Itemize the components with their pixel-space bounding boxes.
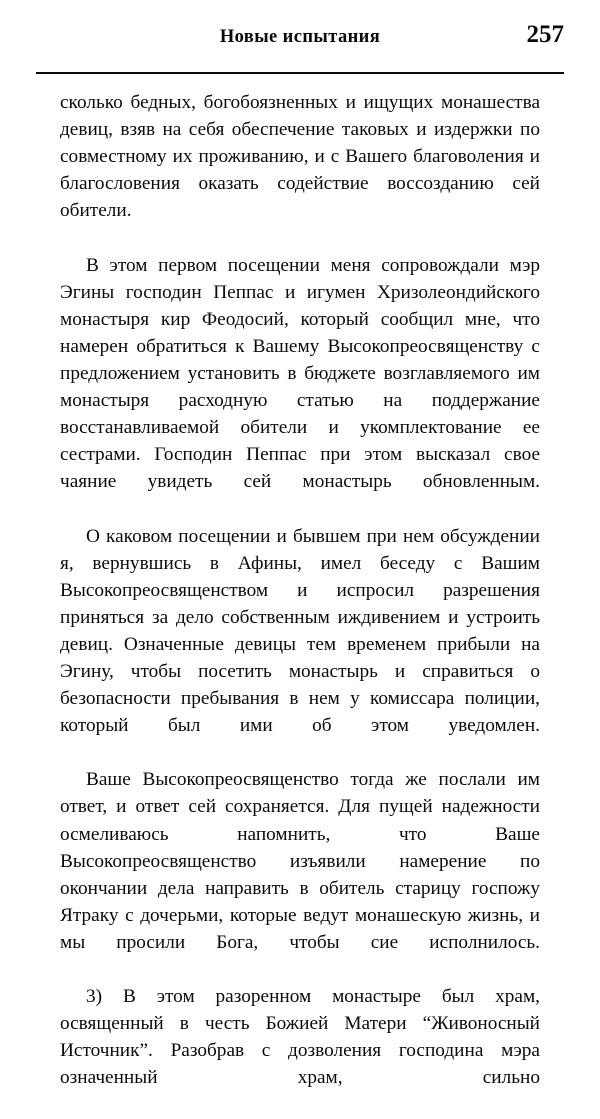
paragraph: В этом первом посещении меня сопровождали мэр Эгины господин Пеппас и игумен Хризолеондийского монастыря кир Феодосий, который сообщил мне, что намерен обратиться к Вашему Высокопреосвященству с предложением установить в бюджете возглавляемого им монастыря расходную статью на поддержание восстанавливаемой обители и укомплектование ее сестрами. Господин Пеппас при этом высказал свое чаяние увидеть сей монастырь обновленным.: [60, 254, 540, 493]
paragraph: 3) В этом разоренном монастыре был храм, освященный в честь Божией Матери “Живоносный Источник”. Разобрав с дозволения господина мэра означенный храм, сильно: [60, 986, 540, 1089]
paragraph: О каковом посещении и бывшем при нем обсуждении я, вернувшись в Афины, имел беседу с Вашим Высокопреосвященством и испросил разрешения приняться за дело собственным иждивением и устроить девиц. Означенные девицы тем временем прибыли на Эгину, чтобы посетить монастырь и справиться о безопасности пребывания в нем у комиссара полиции, который был ими об этом уведомлен.: [60, 525, 540, 737]
header-divider: [36, 72, 564, 74]
page-number: 257: [526, 21, 564, 48]
paragraph: сколько бедных, богобоязненных и ищущих монашества девиц, взяв на себя обеспечение таковых и издержки по совместному их проживанию, и с Вашего благоволения и благословения оказать содействие воссозданию сей обители.: [60, 92, 540, 222]
page-header: [36, 22, 564, 66]
body-text: [36, 89, 564, 1119]
paragraph: Ваше Высокопреосвященство тогда же послали им ответ, и ответ сей сохраняется. Для пущей надежности осмеливаюсь напомнить, что Ваше Высокопреосвященство изъявили намерение по окончании дела направить в обитель старицу госпожу Ятраку с дочерьми, которые ведут монашескую жизнь, и мы просили Бога, чтобы сие исполнилось.: [60, 769, 540, 953]
running-head: Новые испытания: [219, 27, 381, 47]
